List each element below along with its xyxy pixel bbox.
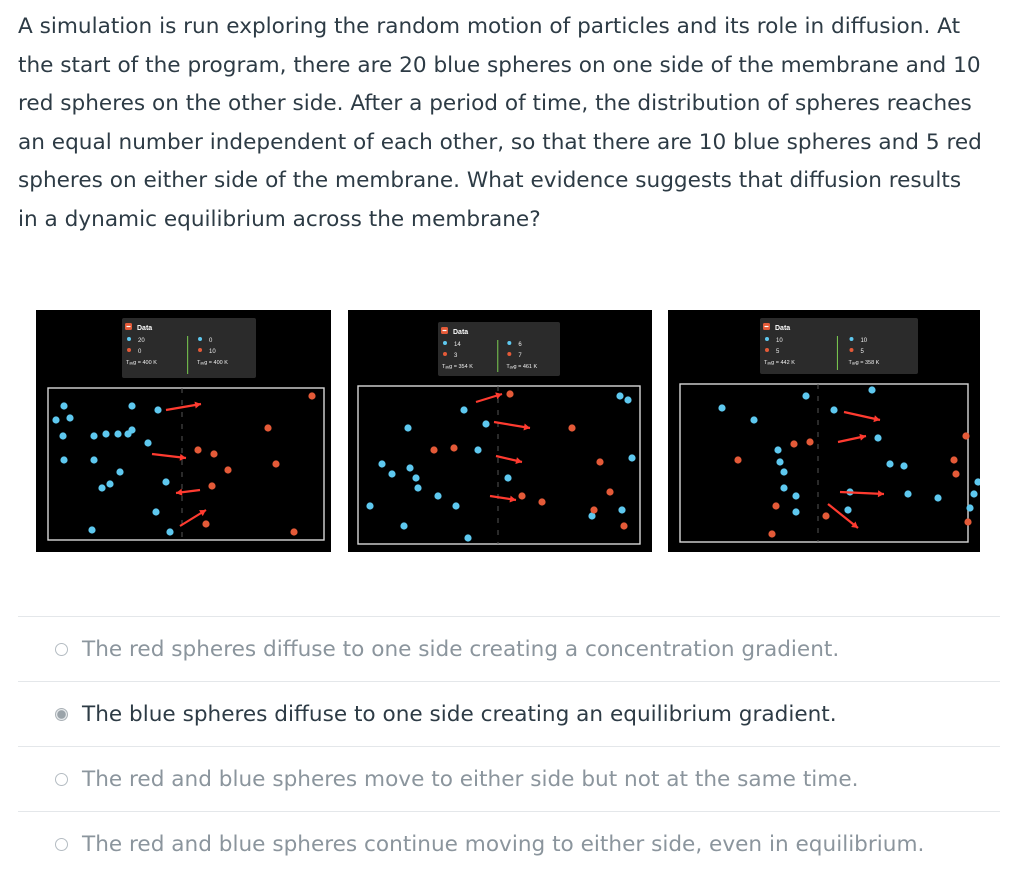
blue-sphere-legend-icon [443, 341, 447, 345]
blue-sphere [792, 508, 799, 515]
answer-option-4[interactable] [18, 811, 1000, 876]
blue-sphere [106, 480, 113, 487]
question-line: in a dynamic equilibrium across the membrane? [18, 206, 541, 232]
red-sphere [822, 512, 829, 519]
blue-count: 14 [454, 342, 461, 348]
temperature-readout: Tₐᵥg = 400 K [126, 360, 157, 366]
blue-sphere-legend-icon [127, 337, 131, 341]
blue-sphere [114, 430, 121, 437]
simulation-panel-start [36, 310, 331, 552]
red-sphere [768, 530, 775, 537]
red-sphere [806, 438, 813, 445]
question-line: A simulation is run exploring the random motion of particles and its role in diffusion. At [18, 14, 961, 39]
blue-sphere [88, 526, 95, 533]
blue-sphere [460, 406, 467, 413]
red-sphere [964, 518, 971, 525]
blue-count: 10 [860, 338, 868, 344]
question-line: the start of the program, there are 20 blue spheres on one side of the membrane and 10 [18, 52, 981, 78]
blue-sphere [128, 426, 135, 433]
blue-sphere [904, 490, 911, 497]
blue-sphere [974, 478, 980, 485]
blue-sphere [404, 424, 411, 431]
radio-button[interactable] [55, 838, 68, 851]
blue-sphere [162, 478, 169, 485]
blue-sphere [66, 414, 73, 421]
blue-sphere [434, 492, 441, 499]
temperature-readout: Tₐᵥg = 400 K [197, 360, 228, 366]
red-sphere [290, 528, 297, 535]
blue-sphere [90, 456, 97, 463]
blue-count: 20 [138, 338, 145, 344]
blue-sphere-legend-icon [198, 337, 202, 341]
red-sphere [606, 488, 613, 495]
blue-sphere [152, 508, 159, 515]
answer-label: The red spheres diffuse to one side creating a concentration gradient. [82, 636, 840, 662]
red-sphere [772, 502, 779, 509]
red-sphere [734, 456, 741, 463]
blue-sphere-legend-icon [507, 341, 511, 345]
blue-sphere [154, 406, 161, 413]
blue-sphere [366, 502, 373, 509]
red-sphere [620, 522, 627, 529]
red-count: 5 [860, 349, 864, 355]
blue-sphere [774, 446, 781, 453]
legend-title: Data [137, 325, 153, 332]
red-sphere [224, 466, 231, 473]
red-count: 0 [138, 349, 142, 355]
blue-sphere [830, 406, 837, 413]
blue-sphere [618, 506, 625, 513]
red-sphere-legend-icon [507, 352, 511, 356]
blue-sphere-legend-icon [765, 337, 769, 341]
blue-sphere [970, 490, 977, 497]
red-sphere-legend-icon [443, 352, 447, 356]
red-sphere [430, 446, 437, 453]
question-line: spheres on either side of the membrane. What evidence suggests that diffusion results [18, 168, 962, 193]
blue-sphere [452, 502, 459, 509]
red-sphere [538, 498, 545, 505]
radio-button[interactable] [55, 773, 68, 786]
red-sphere [952, 470, 959, 477]
blue-sphere [482, 420, 489, 427]
red-sphere [210, 450, 217, 457]
blue-sphere [886, 460, 893, 467]
legend-title: Data [775, 325, 791, 332]
blue-sphere [60, 402, 67, 409]
blue-sphere [144, 439, 151, 446]
blue-sphere [388, 470, 395, 477]
blue-sphere [802, 392, 809, 399]
red-sphere [962, 432, 969, 439]
red-sphere [450, 444, 457, 451]
red-sphere [264, 424, 271, 431]
simulation-canvas [348, 310, 652, 552]
answer-option-2[interactable] [18, 681, 1000, 746]
blue-sphere [966, 504, 973, 511]
blue-sphere [628, 454, 635, 461]
radio-button[interactable] [55, 643, 68, 656]
blue-sphere [718, 404, 725, 411]
temperature-readout: Tₐᵥg = 358 K [848, 360, 880, 366]
blue-sphere [874, 434, 881, 441]
blue-sphere [90, 432, 97, 439]
question-line: an equal number independent of each other, so that there are 10 blue spheres and 5 red [18, 129, 982, 155]
question-line: red spheres on the other side. After a period of time, the distribution of spheres reaches [18, 91, 972, 116]
red-sphere [590, 506, 597, 513]
blue-sphere [868, 386, 875, 393]
red-sphere [596, 458, 603, 465]
simulation-panel-equilibrium [668, 310, 980, 552]
blue-sphere [414, 484, 421, 491]
blue-sphere [616, 392, 623, 399]
blue-sphere [776, 458, 783, 465]
blue-sphere [792, 492, 799, 499]
simulation-canvas [36, 310, 331, 552]
red-sphere [208, 482, 215, 489]
legend-title: Data [453, 329, 469, 336]
velocity-arrow [840, 492, 884, 494]
red-sphere-legend-icon [127, 348, 131, 352]
red-sphere [518, 492, 525, 499]
temperature-readout: Tₐᵥg = 461 K [506, 364, 538, 370]
arrow-head-icon [180, 454, 186, 461]
answer-option-3[interactable] [18, 746, 1000, 811]
blue-sphere [166, 528, 173, 535]
red-sphere-legend-icon [765, 348, 769, 352]
red-sphere [506, 390, 513, 397]
red-sphere [194, 446, 201, 453]
answer-label: The red and blue spheres continue moving to either side, even in equilibrium. [82, 831, 925, 857]
blue-sphere [934, 494, 941, 501]
blue-sphere [412, 474, 419, 481]
blue-sphere [780, 484, 787, 491]
red-sphere [202, 520, 209, 527]
blue-sphere [900, 462, 907, 469]
blue-sphere [406, 464, 413, 471]
blue-sphere [464, 534, 471, 541]
blue-sphere [400, 522, 407, 529]
answer-label: The red and blue spheres move to either side but not at the same time. [82, 766, 859, 792]
blue-sphere [59, 432, 66, 439]
red-count: 10 [209, 349, 216, 355]
red-sphere-legend-icon [198, 348, 202, 352]
blue-sphere [378, 460, 385, 467]
temperature-readout: Tₐᵥg = 354 K [442, 364, 473, 370]
blue-sphere [504, 474, 511, 481]
answer-option-1[interactable] [18, 616, 1000, 681]
radio-button[interactable] [55, 708, 68, 721]
blue-sphere [128, 402, 135, 409]
answer-label: The blue spheres diffuse to one side creating an equilibrium gradient. [82, 701, 837, 727]
blue-sphere [116, 468, 123, 475]
blue-sphere-legend-icon [849, 337, 853, 341]
red-sphere [950, 456, 957, 463]
red-sphere-legend-icon [849, 348, 853, 352]
blue-count: 0 [209, 338, 213, 344]
red-count: 5 [776, 349, 780, 355]
blue-sphere [844, 506, 851, 513]
blue-sphere [780, 468, 787, 475]
blue-sphere [98, 484, 105, 491]
blue-count: 10 [776, 338, 783, 344]
question-text [18, 8, 1008, 239]
simulation-canvas [668, 310, 980, 552]
red-count: 3 [454, 353, 458, 359]
blue-sphere [52, 416, 59, 423]
simulation-panel-middle [348, 310, 652, 552]
red-sphere [308, 392, 315, 399]
blue-sphere [102, 430, 109, 437]
arrow-head-icon [878, 490, 884, 497]
container-box [48, 388, 324, 540]
container-box [358, 386, 640, 544]
blue-sphere [60, 456, 67, 463]
answer-choices [18, 616, 1000, 876]
red-sphere [272, 460, 279, 467]
blue-sphere [624, 396, 631, 403]
simulation-figures [36, 310, 980, 552]
temperature-readout: Tₐᵥg = 442 K [764, 360, 795, 366]
blue-sphere [474, 446, 481, 453]
blue-sphere [750, 416, 757, 423]
blue-count: 6 [518, 342, 522, 348]
red-sphere [790, 440, 797, 447]
red-sphere [568, 424, 575, 431]
red-count: 7 [518, 353, 522, 359]
